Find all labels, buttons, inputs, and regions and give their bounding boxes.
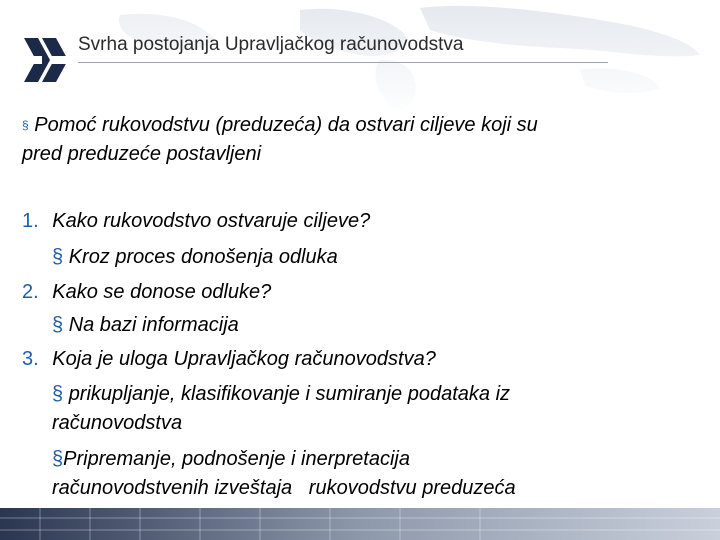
title-divider	[78, 62, 608, 63]
question-3	[22, 348, 436, 371]
question-text: Koja je uloga Upravljačkog računovodstva?	[52, 348, 436, 370]
section-sign-bullet-icon: §	[52, 246, 64, 268]
slide-title: Svrha postojanja Upravljačkog računovodstva	[78, 34, 464, 55]
answer-2	[52, 314, 239, 337]
bottom-decorative-band	[0, 508, 720, 540]
section-sign-bullet-icon: §	[52, 448, 64, 470]
answer-3a-line-1	[52, 383, 510, 406]
intro-text-1: Pomoć rukovodstvu (preduzeća) da ostvari ciljeve koji su	[34, 114, 538, 136]
answer-3a-line-2: računovodstva	[52, 412, 183, 434]
intro-line-1	[22, 114, 538, 137]
question-2	[22, 281, 271, 304]
section-sign-bullet-icon: §	[22, 118, 29, 132]
world-map-background	[0, 0, 720, 120]
question-1	[22, 210, 370, 233]
answer-text: Na bazi informacija	[68, 314, 239, 336]
double-chevron-logo-icon	[22, 36, 74, 84]
question-text: Kako rukovodstvo ostvaruje ciljeve?	[52, 210, 371, 232]
answer-1	[52, 246, 338, 269]
section-sign-bullet-icon: §	[52, 383, 64, 405]
answer-text: Pripremanje, podnošenje i inerpretacija	[63, 448, 410, 470]
question-number: 1.	[22, 210, 39, 232]
answer-3b-line-1	[52, 448, 410, 471]
question-number: 3.	[22, 348, 39, 370]
section-sign-bullet-icon: §	[52, 314, 64, 336]
intro-text-2: pred preduzeće postavljeni	[22, 143, 262, 165]
question-number: 2.	[22, 281, 39, 303]
question-text: Kako se donose odluke?	[52, 281, 272, 303]
answer-text: Kroz proces donošenja odluka	[68, 246, 338, 268]
answer-3b-line-2: računovodstvenih izveštaja rukovodstvu preduzeća	[52, 477, 516, 499]
answer-text: prikupljanje, klasifikovanje i sumiranje podataka iz	[68, 383, 511, 405]
